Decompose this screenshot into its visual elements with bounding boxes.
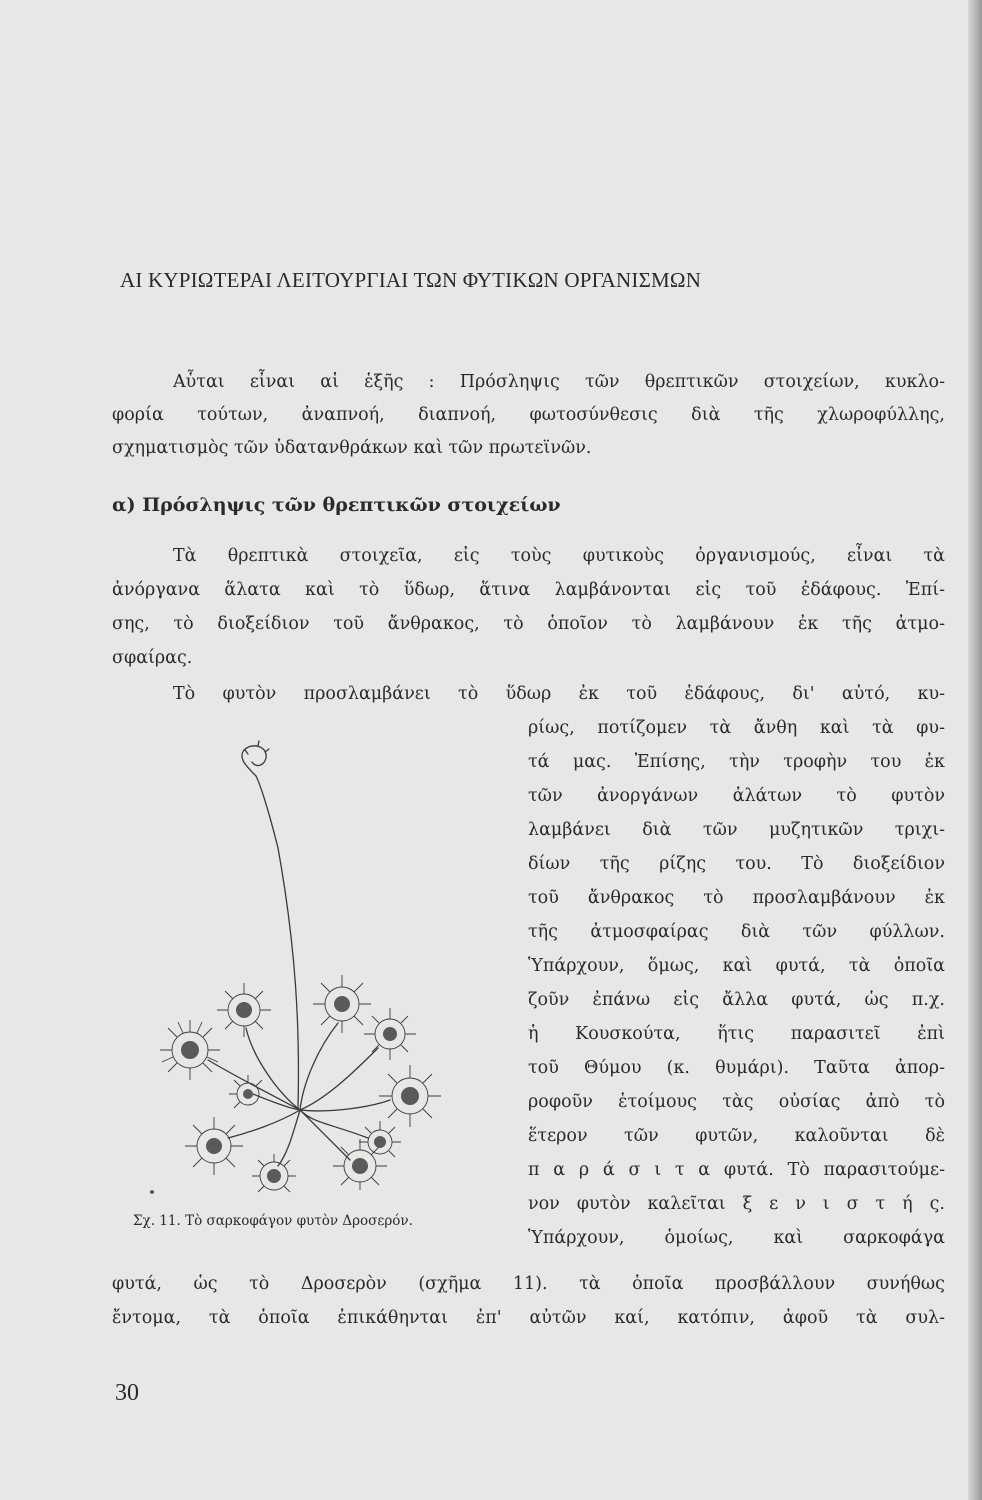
side-line: Ὑπάρχουν, ὁμοίως, καὶ σαρκοφάγα — [528, 1228, 945, 1248]
side-line: λαμβάνει διὰ τῶν μυζητικῶν τριχι- — [528, 820, 945, 840]
page-number: 30 — [115, 1380, 139, 1406]
sundew-illustration — [128, 728, 520, 1198]
side-line: τά μας. Ἐπίσης, τὴν τροφὴν του ἐκ — [528, 752, 945, 772]
side-line: νον φυτὸν καλεῖται ξ ε ν ι σ τ ή ς. — [528, 1194, 945, 1214]
print-speck — [150, 1190, 154, 1194]
side-line: ρίως, ποτίζομεν τὰ ἄνθη καὶ τὰ φυ- — [528, 718, 945, 738]
final-line-2: ἔντομα, τὰ ὁποῖα ἐπικάθηνται ἐπ' αὐτῶν καί, κατόπιν, ἀφοῦ τὰ συλ- — [112, 1308, 945, 1328]
figure-caption: Σχ. 11. Τὸ σαρκοφάγον φυτὸν Δροσερόν. — [133, 1213, 413, 1229]
para2-line-1: Τὸ φυτὸν προσλαμβάνει τὸ ὕδωρ ἐκ τοῦ ἐδάφους, δι' αὐτό, κυ- — [173, 684, 945, 704]
page-edge-shadow — [968, 0, 982, 1500]
para1-line-3: σης, τὸ διοξείδιον τοῦ ἄνθρακος, τὸ ὁποῖον τὸ λαμβάνουν ἐκ τῆς ἀτμο- — [112, 614, 945, 634]
side-line: ροφοῦν ἑτοίμους τὰς οὐσίας ἀπὸ τὸ — [528, 1092, 945, 1112]
side-line: τῆς ἀτμοσφαίρας διὰ τῶν φύλλων. — [528, 922, 945, 942]
intro-line-1: Αὗται εἶναι αἱ ἑξῆς : Πρόσληψις τῶν θρεπτικῶν στοιχείων, κυκλο- — [173, 372, 945, 392]
side-line: τοῦ Θύμου (κ. θυμάρι). Ταῦτα ἀπορ- — [528, 1058, 945, 1078]
section-heading: α) Πρόσληψις τῶν θρεπτικῶν στοιχείων — [112, 494, 561, 516]
side-line: ἡ Κουσκούτα, ἥτις παρασιτεῖ ἐπὶ — [528, 1024, 945, 1044]
side-line: τοῦ ἄνθρακος τὸ προσλαμβάνουν ἐκ — [528, 888, 945, 908]
side-line: ζοῦν ἐπάνω εἰς ἄλλα φυτά, ὡς π.χ. — [528, 990, 945, 1010]
intro-line-2: φορία τούτων, ἀναπνοή, διαπνοή, φωτοσύνθεσις διὰ τῆς χλωροφύλλης, — [112, 405, 945, 425]
final-line-1: φυτά, ὡς τὸ Δροσερὸν (σχῆμα 11). τὰ ὁποῖα προσβάλλουν συνήθως — [112, 1274, 945, 1294]
intro-line-3: σχηματισμὸς τῶν ὑδατανθράκων καὶ τῶν πρωτεϊνῶν. — [112, 438, 592, 458]
side-line: δίων τῆς ρίζης του. Τὸ διοξείδιον — [528, 854, 945, 874]
side-line: Ὑπάρχουν, ὅμως, καὶ φυτά, τὰ ὁποῖα — [528, 956, 945, 976]
side-line: ἕτερον τῶν φυτῶν, καλοῦνται δὲ — [528, 1126, 945, 1146]
para1-line-2: ἀνόργανα ἅλατα καὶ τὸ ὕδωρ, ἅτινα λαμβάνονται εἰς τοῦ ἐδάφους. Ἐπί- — [112, 580, 945, 600]
para1-line-1: Τὰ θρεπτικὰ στοιχεῖα, εἰς τοὺς φυτικοὺς ὀργανισμούς, εἶναι τὰ — [173, 546, 945, 566]
running-head: ΑΙ ΚΥΡΙΩΤΕΡΑΙ ΛΕΙΤΟΥΡΓΙΑΙ ΤΩΝ ΦΥΤΙΚΩΝ ΟΡΓΑΝΙΣΜΩΝ — [120, 268, 702, 292]
side-line: τῶν ἀνοργάνων ἁλάτων τὸ φυτὸν — [528, 786, 945, 806]
para1-line-4: σφαίρας. — [112, 648, 193, 668]
side-line: π α ρ ά σ ι τ α φυτά. Τὸ παρασιτούμε- — [528, 1160, 945, 1180]
